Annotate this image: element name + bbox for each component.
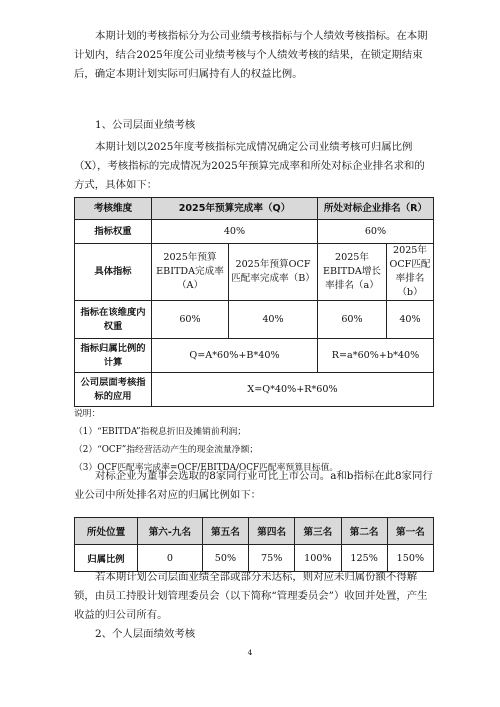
specific-indicator-label: 具体指标 — [75, 244, 152, 301]
ratio-label: 归属比例 — [75, 545, 138, 572]
weight-rank: 60% — [318, 220, 434, 244]
note-2: （2）“OCF”指经营活动产生的现金流量净额； — [74, 445, 259, 455]
benchmark-paragraph: 对标企业为董事会选取的8家同行业可比上市公司。a和b指标在此8家同行业公司中所处排名对应的归属比例如下： — [74, 470, 433, 501]
position-5: 第二名 — [341, 518, 387, 545]
calc-r: R=a*60%+b*40% — [318, 339, 434, 373]
ratio-6: 150% — [387, 545, 433, 572]
calc-q: Q=A*60%+B*40% — [152, 339, 318, 373]
section-heading-individual: 2、个人层面绩效考核 — [95, 628, 196, 640]
inner-weight-label: 指标在该维度内权重 — [75, 301, 152, 339]
position-6: 第一名 — [387, 518, 433, 545]
indicator-ocf-rank: 2025年OCF匹配率排名（b） — [387, 244, 434, 301]
ratio-5: 125% — [341, 545, 387, 572]
notes-title: 说明： — [74, 409, 101, 419]
rank-header: 所处对标企业排名（R） — [318, 198, 434, 220]
position-2: 第五名 — [202, 518, 248, 545]
weight-budget: 40% — [152, 220, 318, 244]
dimension-header: 考核维度 — [75, 198, 152, 220]
intro-paragraph: 本期计划的考核指标分为公司业绩考核指标与个人绩效考核指标。在本期计划内，结合2025年度公司业绩考核与个人绩效考核的结果，在锁定期结束后，确定本期计划实际可归属持有人的权益比例。 — [74, 30, 428, 80]
assessment-table — [74, 197, 434, 407]
ranking-table — [74, 517, 434, 572]
inner-weight-a: 60% — [152, 301, 229, 339]
ratio-3: 75% — [249, 545, 295, 572]
company-assessment-paragraph: 本期计划以2025年度考核指标完成情况确定公司业绩考核可归属比例（X），考核指标的完成情况为2025年预算完成率和所处对标企业排名求和的方式，具体如下： — [74, 141, 425, 191]
note-3: （3）OCF匹配率完成率=OCF/EBITDA/OCF匹配率预算目标值。 — [74, 463, 339, 473]
position-label: 所处位置 — [75, 518, 138, 545]
position-4: 第三名 — [295, 518, 341, 545]
weight-label: 指标权重 — [75, 220, 152, 244]
indicator-ebitda-rank: 2025年EBITDA增长率排名（a） — [318, 244, 387, 301]
apply-x: X=Q*40%+R*60% — [152, 373, 434, 407]
inner-weight-ra: 60% — [318, 301, 387, 339]
inner-weight-b: 40% — [229, 301, 318, 339]
section-heading-company: 1、公司层面业绩考核 — [95, 119, 196, 131]
page-number: 4 — [247, 648, 253, 657]
non-compliance-paragraph: 若本期计划公司层面业绩全部或部分未达标，则对应未归属份额不得解锁，由员工持股计划管理委员会（以下简称“管理委员会”）收回并处置，产生收益的归公司所有。 — [74, 571, 428, 621]
ratio-4: 100% — [295, 545, 341, 572]
calc-label: 指标归属比例的计算 — [75, 339, 152, 373]
inner-weight-rb: 40% — [387, 301, 434, 339]
ratio-1: 0 — [138, 545, 203, 572]
indicator-ebitda: 2025年预算EBITDA完成率（A） — [152, 244, 229, 301]
note-1: （1）“EBITDA”指税息折旧及摊销前利润； — [74, 427, 247, 437]
position-3: 第四名 — [249, 518, 295, 545]
indicator-ocf: 2025年预算OCF匹配率完成率（B） — [229, 244, 318, 301]
ratio-2: 50% — [202, 545, 248, 572]
apply-label: 公司层面考核指标的应用 — [75, 373, 152, 407]
budget-header: 2025年预算完成率（Q） — [152, 198, 318, 220]
position-1: 第六-九名 — [138, 518, 203, 545]
